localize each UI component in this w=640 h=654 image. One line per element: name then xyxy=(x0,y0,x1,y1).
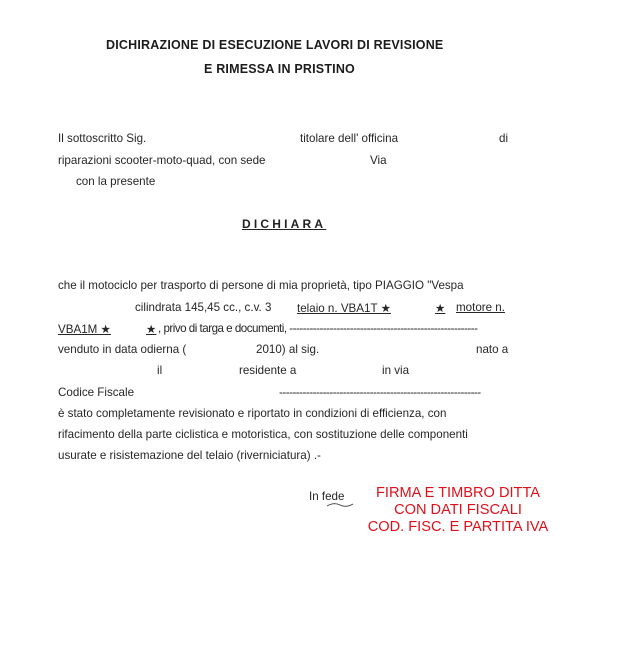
body-line-1: che il motociclo per trasporto di persone di mia proprietà, tipo PIAGGIO "Vespa xyxy=(58,279,464,292)
body-line-2-a: cilindrata 145,45 cc., c.v. 3 xyxy=(135,301,272,314)
body-line-6-b: ------------------------------------------------------------ xyxy=(279,386,481,399)
section-heading-dichiara: DICHIARA xyxy=(242,217,327,231)
engine-number: VBA1M ★ xyxy=(58,323,111,336)
frame-number: telaio n. VBA1T ★ xyxy=(297,302,391,315)
document-title-line-1: DICHIRAZIONE DI ESECUZIONE LAVORI DI REVISIONE xyxy=(106,38,444,52)
document-title-line-2: E RIMESSA IN PRISTINO xyxy=(204,62,355,76)
intro-line-1-b: titolare dell' officina xyxy=(300,132,399,145)
stamp-line-2: CON DATI FISCALI xyxy=(394,502,522,518)
in-fede-label: In fede xyxy=(309,490,345,503)
body-line-8: rifacimento della parte ciclistica e motoristica, con sostituzione delle componenti xyxy=(58,428,468,441)
body-line-4-a: venduto in data odierna ( xyxy=(58,343,187,356)
stamp-placeholder xyxy=(352,485,564,536)
body-line-6-a: Codice Fiscale xyxy=(58,386,135,399)
intro-line-1-a: Il sottoscritto Sig. xyxy=(58,132,147,145)
body-line-7: è stato completamente revisionato e riportato in condizioni di efficienza, con xyxy=(58,407,447,420)
body-line-2-d: motore n. xyxy=(456,301,505,314)
intro-line-1-c: di xyxy=(499,132,509,145)
engine-number-end: ★ xyxy=(146,323,157,336)
signature-stroke-icon xyxy=(326,502,354,508)
body-line-9: usurate e risistemazione del telaio (riverniciatura) .- xyxy=(58,449,321,462)
body-line-4-b: 2010) al sig. xyxy=(256,343,320,356)
frame-number-end: ★ xyxy=(435,302,446,315)
intro-line-2-b: Via xyxy=(370,154,387,167)
body-line-5-b: residente a xyxy=(239,364,297,377)
intro-line-3: con la presente xyxy=(76,175,156,188)
intro-line-2-a: riparazioni scooter-moto-quad, con sede xyxy=(58,154,266,167)
stamp-line-3: COD. FISC. E PARTITA IVA xyxy=(367,519,549,535)
body-line-5-a: il xyxy=(157,364,163,377)
body-line-4-c: nato a xyxy=(476,343,509,356)
body-line-5-c: in via xyxy=(382,364,410,377)
stamp-line-1: FIRMA E TIMBRO DITTA xyxy=(375,485,541,501)
body-line-3-c: , privo di targa e documenti, -------------------------------------------------------- xyxy=(158,322,478,335)
